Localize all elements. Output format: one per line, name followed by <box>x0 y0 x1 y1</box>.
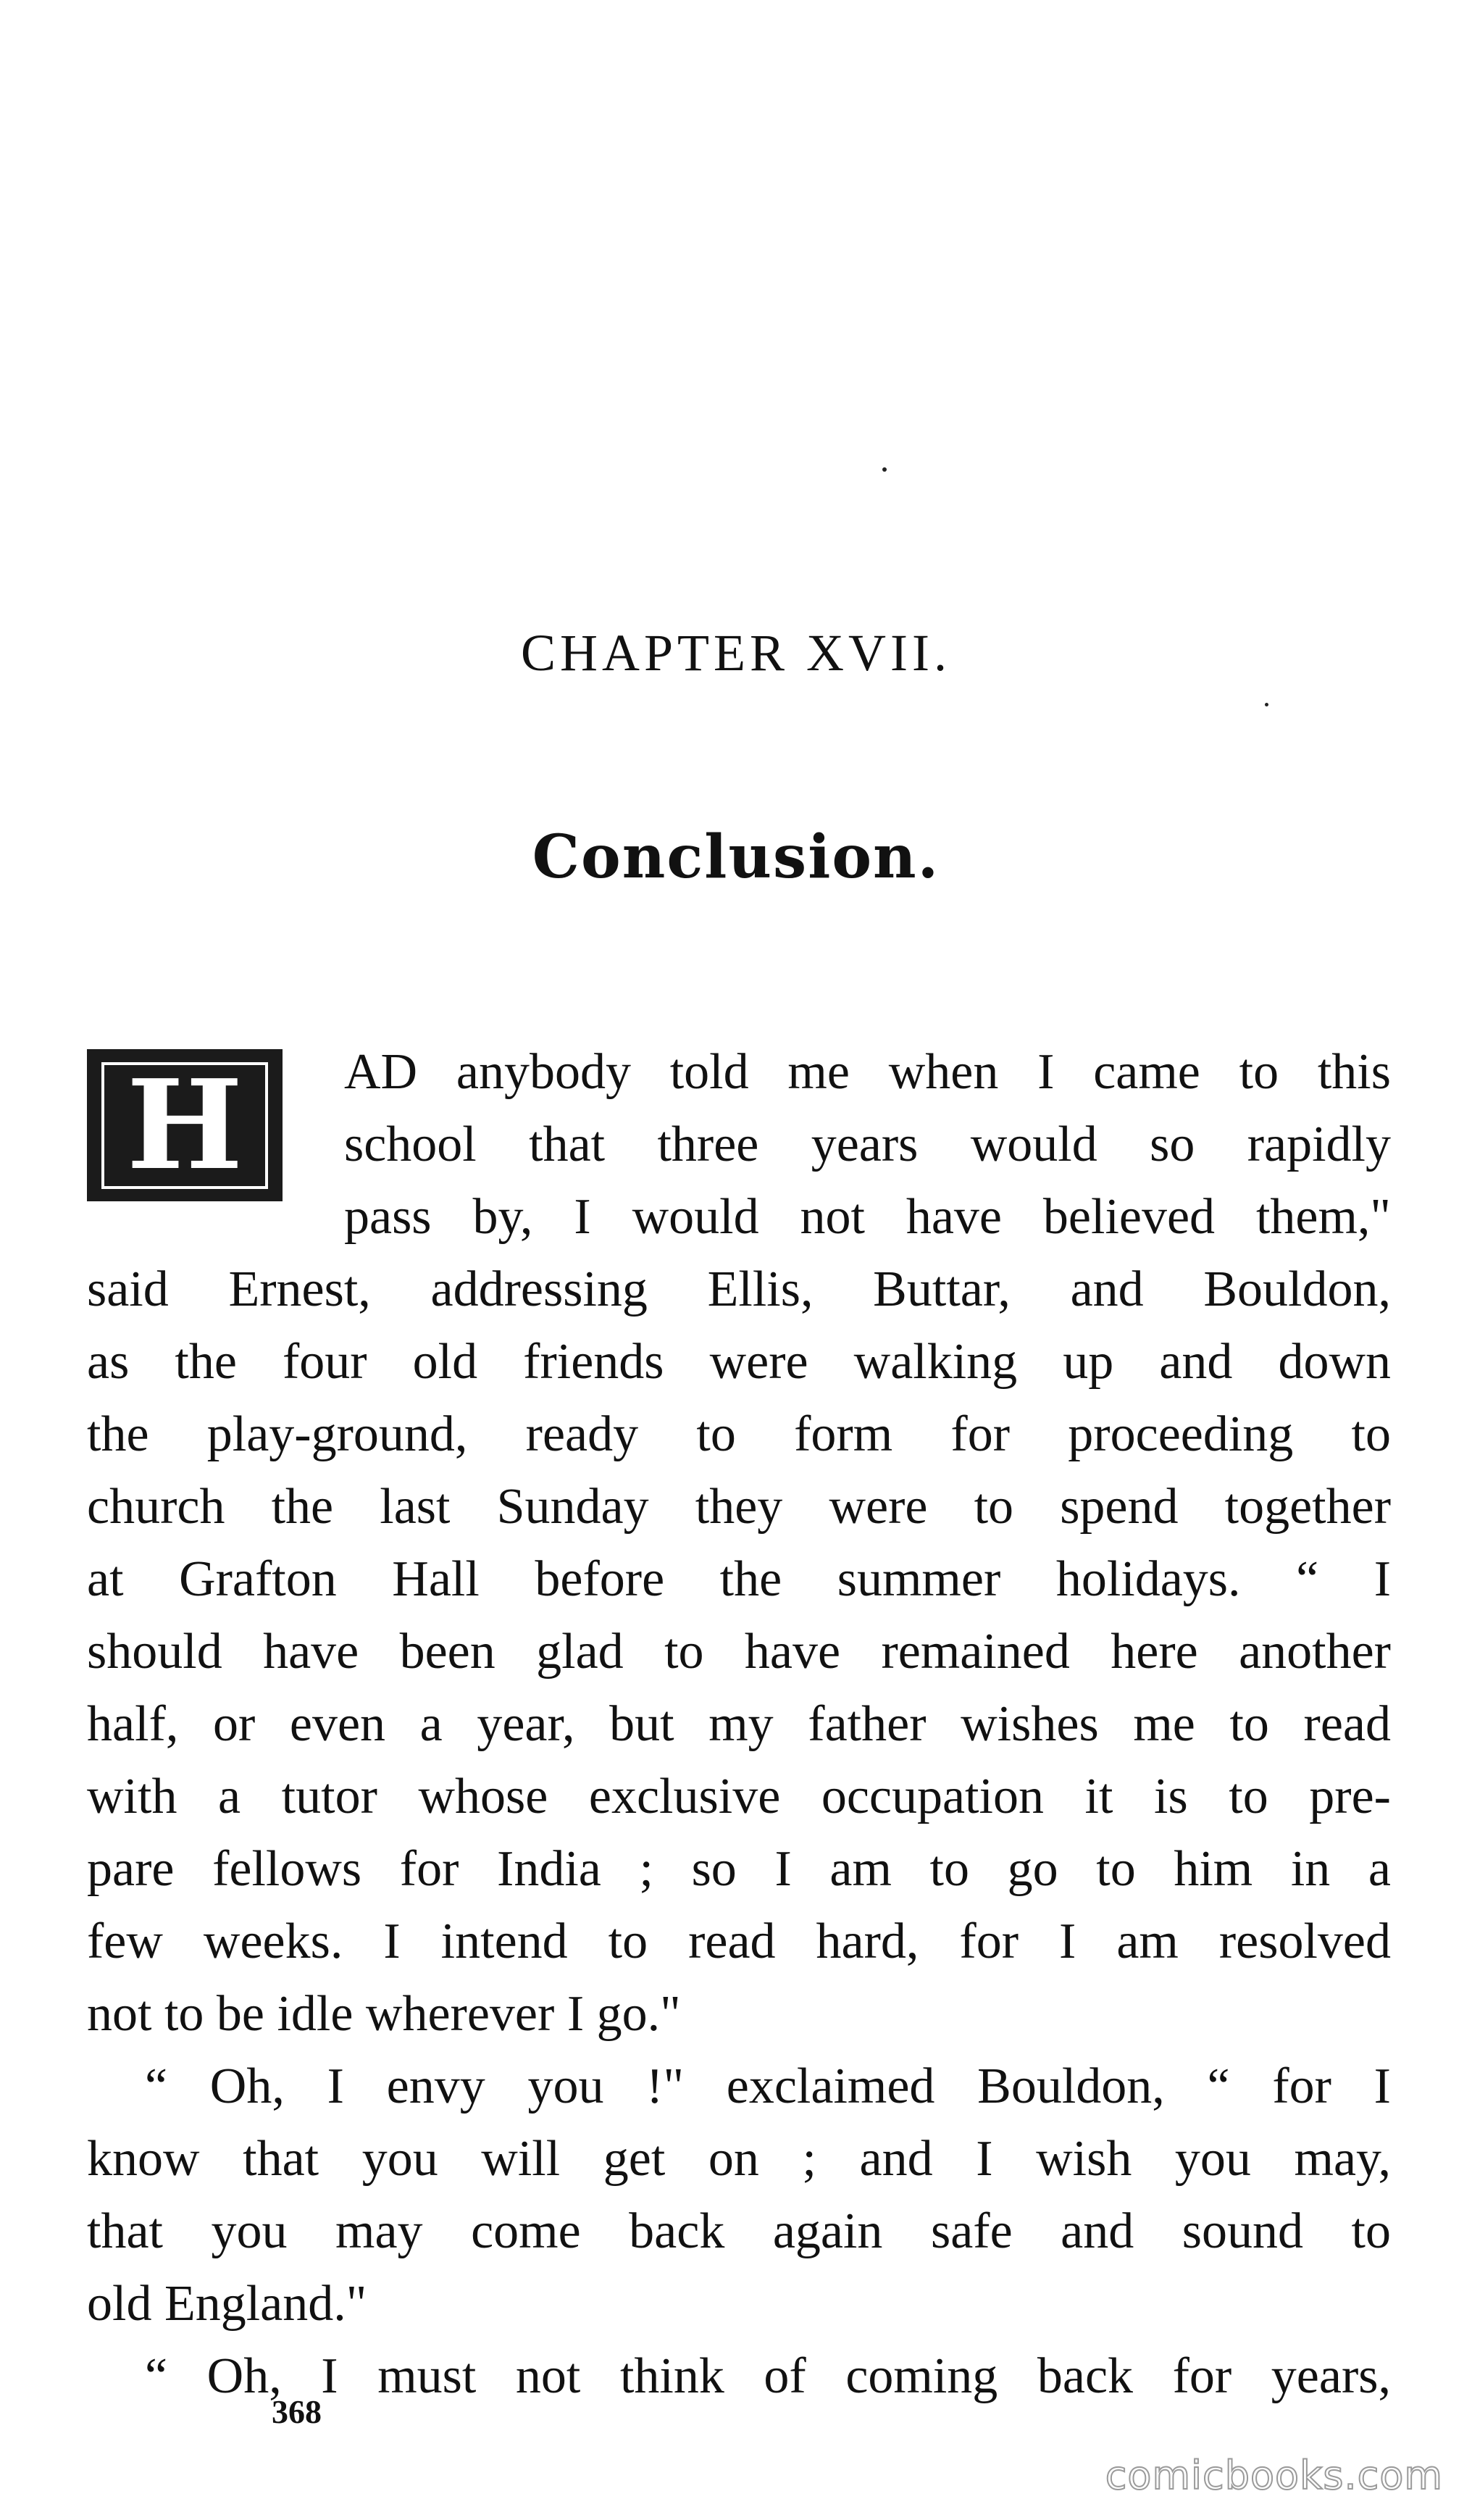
text-line: the play-ground, ready to form for proceeding to <box>87 1406 1391 1462</box>
watermark: comicbooks.com <box>1105 2453 1443 2498</box>
text-line: half, or even a year, but my father wishes me to read <box>87 1696 1391 1752</box>
page-number: 368 <box>272 2393 322 2430</box>
chapter-heading: CHAPTER XVII. <box>521 624 951 682</box>
text-line: that you may come back again safe and sound to <box>87 2203 1391 2259</box>
body-text <box>87 1036 1391 2413</box>
text-line: pass by, I would not have believed them," <box>344 1189 1391 1245</box>
text-line: AD anybody told me when I came to this <box>344 1044 1391 1100</box>
text-line: at Grafton Hall before the summer holidays. “ I <box>87 1551 1391 1607</box>
text-line: church the last Sunday they were to spend together <box>87 1479 1391 1535</box>
text-line: as the four old friends were walking up and down <box>87 1334 1391 1390</box>
text-line: old England." <box>87 2276 367 2332</box>
text-line: should have been glad to have remained here another <box>87 1624 1391 1680</box>
ink-speck <box>1265 703 1268 706</box>
text-line: “ Oh, I envy you !" exclaimed Bouldon, “ for I <box>145 2058 1391 2114</box>
text-line: pare fellows for India ; so I am to go to him in a <box>87 1841 1391 1897</box>
text-line: with a tutor whose exclusive occupation it is to pre- <box>87 1769 1391 1824</box>
text-line: few weeks. I intend to read hard, for I am resolved <box>87 1914 1391 1969</box>
text-line: not to be idle wherever I go." <box>87 1986 681 2042</box>
drop-cap-letter: H <box>101 1062 268 1189</box>
text-line: know that you will get on ; and I wish you may, <box>87 2131 1391 2187</box>
text-line: school that three years would so rapidly <box>344 1117 1391 1172</box>
ink-speck <box>882 467 887 472</box>
text-line: said Ernest, addressing Ellis, Buttar, and Bouldon, <box>87 1261 1391 1317</box>
text-line: “ Oh, I must not think of coming back for years, <box>145 2348 1391 2404</box>
chapter-title: Conclusion. <box>532 822 940 892</box>
